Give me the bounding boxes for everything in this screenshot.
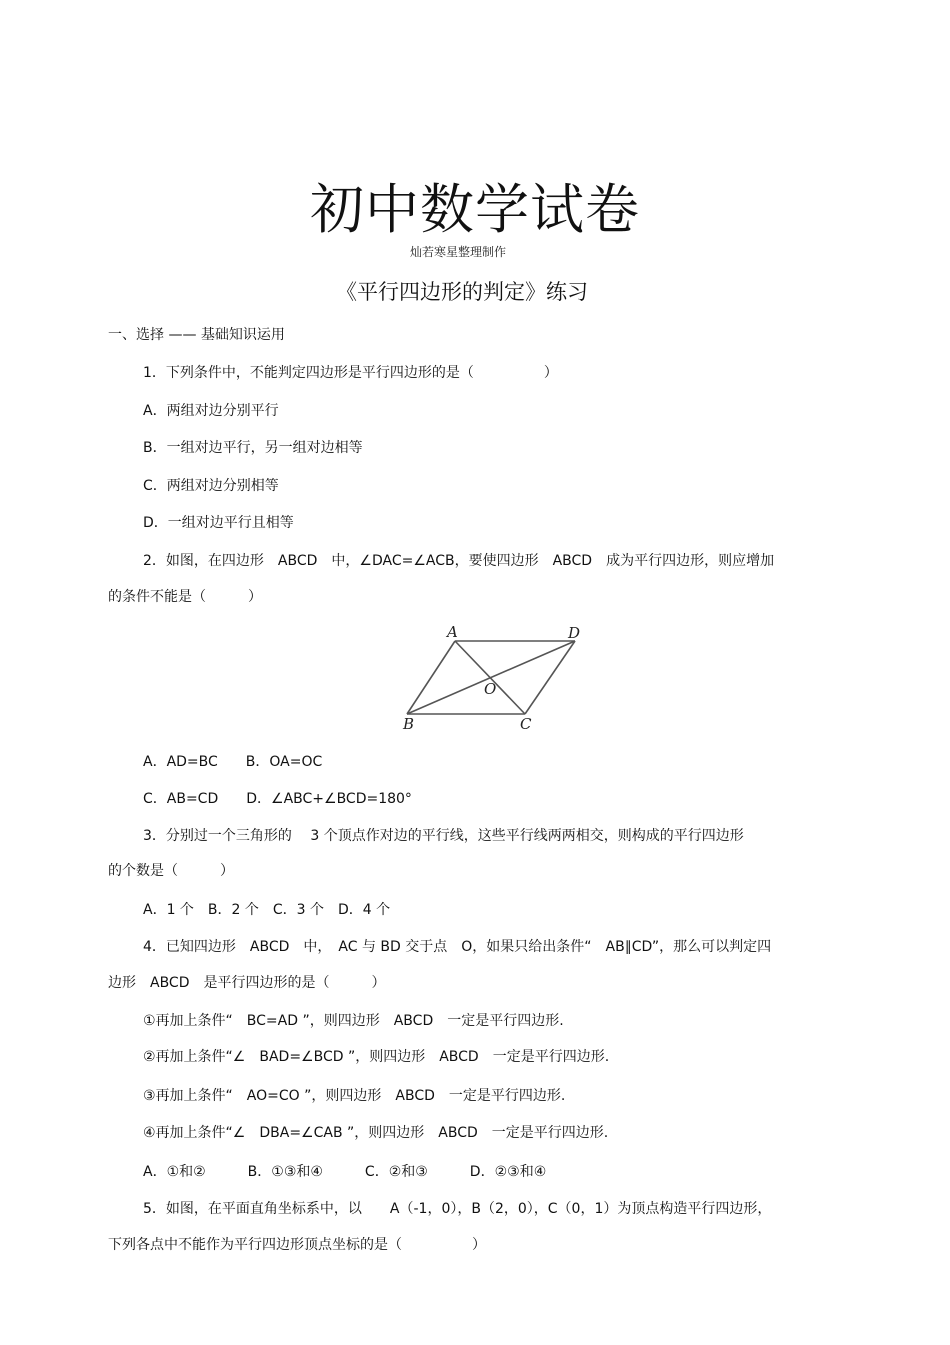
q1-stem: 1．下列条件中，不能判定四边形是平行四边形的是（ ） xyxy=(143,365,558,381)
q5-stem-line1: 5．如图，在平面直角坐标系中，以 A（-1，0），B（2，0），C（0，1）为顶点构造平行四边形， xyxy=(143,1201,772,1217)
q2-options-row2: C．AB=CD D．∠ABC+∠BCD=180° xyxy=(143,791,412,807)
section-heading: 一、选择 —— 基础知识运用 xyxy=(108,327,285,343)
point-label-o: O xyxy=(484,680,497,698)
q1-option-c: C．两组对边分别相等 xyxy=(143,478,279,494)
q1-option-b: B．一组对边平行，另一组对边相等 xyxy=(143,440,363,456)
q4-statement-4: ④再加上条件“∠ DBA=∠CAB ”，则四边形 ABCD 一定是平行四边形. xyxy=(143,1125,609,1141)
q5-stem-line2: 下列各点中不能作为平行四边形顶点坐标的是（ ） xyxy=(108,1237,486,1253)
vertex-label-b: B xyxy=(403,715,415,733)
q4-options: A．①和② B．①③和④ C．②和③ D．②③和④ xyxy=(143,1164,547,1180)
vertex-label-d: D xyxy=(568,624,581,642)
q3-stem-line1: 3．分别过一个三角形的 3 个顶点作对边的平行线，这些平行线两两相交，则构成的平行四边形 xyxy=(143,828,744,844)
vertex-label-c: C xyxy=(520,715,532,733)
q2-stem-line2: 的条件不能是（ ） xyxy=(108,589,262,605)
q3-stem-line2: 的个数是（ ） xyxy=(108,863,234,879)
parallelogram-figure xyxy=(395,622,595,734)
q1-option-d: D．一组对边平行且相等 xyxy=(143,515,294,531)
q4-statement-1: ①再加上条件“ BC=AD ”，则四边形 ABCD 一定是平行四边形. xyxy=(143,1013,564,1029)
q1-option-a: A．两组对边分别平行 xyxy=(143,403,279,419)
q4-stem-line1: 4．已知四边形 ABCD 中， AC 与 BD 交于点 O，如果只给出条件“ AB∥CD”，那么可以判定四 xyxy=(143,939,772,955)
q2-stem-line1: 2．如图，在四边形 ABCD 中，∠DAC=∠ACB，要使四边形 ABCD 成为平行四边形，则应增加 xyxy=(143,553,775,569)
q2-options-row1: A．AD=BC B．OA=OC xyxy=(143,754,323,770)
vertex-label-a: A xyxy=(447,623,458,641)
q4-statement-2: ②再加上条件“∠ BAD=∠BCD ”，则四边形 ABCD 一定是平行四边形. xyxy=(143,1049,610,1065)
q4-statement-3: ③再加上条件“ AO=CO ”，则四边形 ABCD 一定是平行四边形. xyxy=(143,1088,566,1104)
q3-options: A．1 个 B．2 个 C．3 个 D．4 个 xyxy=(143,902,391,918)
q4-stem-line2: 边形 ABCD 是平行四边形的是（ ） xyxy=(108,975,386,991)
exercise-title: 《平行四边形的判定》练习 xyxy=(336,280,588,304)
maker-credit: 灿若寒星整理制作 xyxy=(409,245,506,259)
page-title: 初中数学试卷 xyxy=(310,178,640,241)
